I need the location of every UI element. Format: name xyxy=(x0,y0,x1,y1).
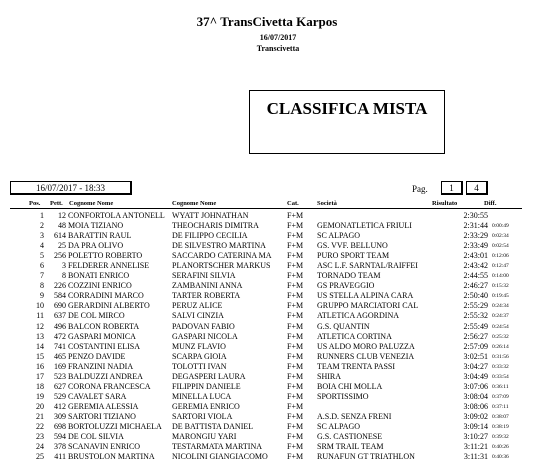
table-row xyxy=(0,332,534,342)
cell-society: ATLETICA AGORDINA xyxy=(317,311,399,321)
cell-bib: 412 xyxy=(54,401,66,411)
cell-surname: GEREMIA ALESSIA xyxy=(68,401,139,411)
cell-society: PURO SPORT TEAM xyxy=(317,251,390,261)
cell-diff: 0:24:54 xyxy=(492,323,509,330)
cell-pos: 2 xyxy=(40,221,44,231)
cell-pos: 22 xyxy=(36,421,44,431)
cell-name: FILIPPIN DANIELE xyxy=(172,381,241,391)
cell-diff: 0:37:09 xyxy=(492,393,509,400)
cell-result: 2:31:44 xyxy=(463,221,488,231)
cell-result: 2:55:29 xyxy=(463,301,488,311)
cell-pos: 15 xyxy=(36,351,44,361)
cell-bib: 698 xyxy=(54,421,66,431)
cell-result: 2:43:42 xyxy=(463,261,488,271)
cell-diff: 0:19:45 xyxy=(492,293,509,300)
cell-surname: PENZO DAVIDE xyxy=(68,351,126,361)
cell-pos: 8 xyxy=(40,281,44,291)
cell-diff: 0:39:32 xyxy=(492,434,509,441)
cell-diff: 0:33:54 xyxy=(492,373,509,380)
cell-pos: 17 xyxy=(36,371,44,381)
cell-pos: 1 xyxy=(40,211,44,220)
cell-pos: 14 xyxy=(36,341,44,351)
col-header-pos: Pos. xyxy=(29,200,41,207)
cell-society: US STELLA ALPINA CARA xyxy=(317,291,414,301)
cell-society: US ALDO MORO PALUZZA xyxy=(317,341,415,351)
cell-result: 2:57:09 xyxy=(463,341,488,351)
cell-category: F+M xyxy=(287,371,304,381)
cell-result: 3:04:27 xyxy=(463,361,488,371)
cell-society: G.S. CASTIONESE xyxy=(317,432,383,442)
col-header-society: Società xyxy=(317,200,337,207)
cell-diff: 0:12:06 xyxy=(492,253,509,260)
cell-pos: 10 xyxy=(36,301,44,311)
cell-pos: 4 xyxy=(40,241,44,251)
cell-pos: 19 xyxy=(36,391,44,401)
cell-name: MUNZ FLAVIO xyxy=(172,341,226,351)
cell-surname: COSTANTINI ELISA xyxy=(68,341,141,351)
cell-diff: 0:40:26 xyxy=(492,444,509,451)
cell-bib: 496 xyxy=(54,321,66,331)
cell-category: F+M xyxy=(287,452,304,462)
table-row xyxy=(0,281,534,291)
cell-result: 3:09:14 xyxy=(463,421,488,431)
table-row xyxy=(0,382,534,392)
cell-name: PERUZ ALICE xyxy=(172,301,223,311)
cell-diff: 0:38:19 xyxy=(492,423,509,430)
cell-result: 3:11:31 xyxy=(463,452,488,462)
cell-diff: 0:12:47 xyxy=(492,263,509,270)
cell-result: 3:04:49 xyxy=(463,371,488,381)
table-row xyxy=(0,442,534,452)
cell-bib: 25 xyxy=(58,241,66,251)
cell-surname: BONATI ENRICO xyxy=(68,271,130,281)
cell-result: 2:50:40 xyxy=(463,291,488,301)
cell-name: SCARPA GIOIA xyxy=(172,351,227,361)
cell-category: F+M xyxy=(287,401,304,411)
cell-name: MARONGIU YARI xyxy=(172,432,237,442)
cell-pos: 23 xyxy=(36,432,44,442)
cell-bib: 594 xyxy=(54,432,66,442)
cell-surname: DE COL SILVIA xyxy=(68,432,124,442)
cell-surname: MOIA TIZIANO xyxy=(68,221,124,231)
cell-diff: 0:00:49 xyxy=(492,223,509,230)
table-row xyxy=(0,251,534,261)
cell-society: RUNNERS CLUB VENEZIA xyxy=(317,351,415,361)
cell-result: 3:08:06 xyxy=(463,401,488,411)
table-row xyxy=(0,432,534,442)
page-total: 4 xyxy=(466,181,488,195)
cell-name: GEREMIA ENRICO xyxy=(172,401,240,411)
cell-diff: 0:31:56 xyxy=(492,353,509,360)
cell-pos: 7 xyxy=(40,271,44,281)
cell-result: 2:55:49 xyxy=(463,321,488,331)
cell-society: SC ALPAGO xyxy=(317,421,361,431)
table-row xyxy=(0,422,534,432)
cell-category: F+M xyxy=(287,321,304,331)
table-row xyxy=(0,322,534,332)
cell-category: F+M xyxy=(287,442,304,452)
cell-surname: FRANZINI NADIA xyxy=(68,361,134,371)
cell-pos: 20 xyxy=(36,401,44,411)
classifica-title: CLASSIFICA MISTA xyxy=(266,99,428,118)
cell-surname: DA PRA OLIVO xyxy=(68,241,124,251)
cell-diff: 0:15:32 xyxy=(492,283,509,290)
table-row xyxy=(0,301,534,311)
cell-result: 3:02:51 xyxy=(463,351,488,361)
cell-name: SALVI CINZIA xyxy=(172,311,224,321)
cell-result: 2:33:49 xyxy=(463,241,488,251)
cell-name: PLANORTSCHER MARKUS xyxy=(172,261,271,271)
col-header-surname: Cognome Nome xyxy=(69,200,114,207)
cell-name: TARTER ROBERTA xyxy=(172,291,241,301)
cell-society: GEMONATLETICA FRIULI xyxy=(317,221,412,231)
cell-surname: CONFORTOLA ANTONELL xyxy=(68,211,165,220)
page-current: 1 xyxy=(441,181,463,195)
cell-diff: 0:02:54 xyxy=(492,243,509,250)
cell-name: DE BATTISTA DANIEL xyxy=(172,421,254,431)
cell-surname: POLETTO ROBERTO xyxy=(68,251,143,261)
cell-society: SPORTISSIMO xyxy=(317,391,369,401)
cell-category: F+M xyxy=(287,301,304,311)
cell-surname: COZZINI ENRICO xyxy=(68,281,132,291)
cell-pos: 6 xyxy=(40,261,44,271)
cell-result: 2:56:27 xyxy=(463,331,488,341)
cell-diff: 0:38:07 xyxy=(492,413,509,420)
cell-category: F+M xyxy=(287,391,304,401)
cell-result: 3:09:02 xyxy=(463,411,488,421)
table-row xyxy=(0,211,534,221)
cell-bib: 627 xyxy=(54,381,66,391)
cell-bib: 48 xyxy=(58,221,66,231)
cell-diff: 0:24:34 xyxy=(492,303,509,310)
cell-pos: 21 xyxy=(36,411,44,421)
race-event: Transcivetta xyxy=(256,44,300,53)
cell-name: DE SILVESTRO MARTINA xyxy=(172,241,266,251)
cell-society: RUNAFUN GT TRIATHLON xyxy=(317,452,415,462)
table-row xyxy=(0,271,534,281)
cell-surname: GERARDINI ALBERTO xyxy=(68,301,150,311)
table-row xyxy=(0,402,534,412)
cell-society: A.S.D. SENZA FRENI xyxy=(317,411,392,421)
cell-surname: CAVALET SARA xyxy=(68,391,127,401)
cell-society: G.S. QUANTIN xyxy=(317,321,370,331)
cell-category: F+M xyxy=(287,381,304,391)
cell-bib: 8 xyxy=(62,271,66,281)
cell-society: GS. VVF. BELLUNO xyxy=(317,241,388,251)
cell-category: F+M xyxy=(287,271,304,281)
table-row xyxy=(0,231,534,241)
cell-name: PADOVAN FABIO xyxy=(172,321,235,331)
page-label: Pag. xyxy=(412,184,428,194)
table-row xyxy=(0,412,534,422)
cell-name: DEGASPERI LAURA xyxy=(172,371,246,381)
cell-surname: GASPARI MONICA xyxy=(68,331,136,341)
cell-diff: 0:14:00 xyxy=(492,273,509,280)
cell-category: F+M xyxy=(287,411,304,421)
cell-result: 3:10:27 xyxy=(463,432,488,442)
cell-bib: 584 xyxy=(54,291,66,301)
cell-category: F+M xyxy=(287,241,304,251)
print-datetime: 16/07/2017 - 18:33 xyxy=(10,181,132,195)
cell-result: 2:46:27 xyxy=(463,281,488,291)
cell-name: TESTARMATA MARTINA xyxy=(172,442,263,452)
cell-bib: 523 xyxy=(54,371,66,381)
cell-pos: 13 xyxy=(36,331,44,341)
cell-name: GASPARI NICOLA xyxy=(172,331,238,341)
col-header-cat: Cat. xyxy=(287,200,299,207)
cell-bib: 465 xyxy=(54,351,66,361)
race-title: 37^ TransCivetta Karpos xyxy=(196,14,338,29)
results-table xyxy=(0,211,534,462)
cell-result: 2:55:32 xyxy=(463,311,488,321)
cell-result: 2:33:29 xyxy=(463,231,488,241)
cell-name: DE FILIPPO CECILIA xyxy=(172,231,248,241)
cell-result: 3:07:06 xyxy=(463,381,488,391)
cell-bib: 169 xyxy=(54,361,66,371)
cell-category: F+M xyxy=(287,331,304,341)
cell-diff: 0:02:34 xyxy=(492,233,509,240)
cell-pos: 12 xyxy=(36,321,44,331)
cell-result: 2:44:55 xyxy=(463,271,488,281)
cell-surname: BORTOLUZZI MICHAELA xyxy=(68,421,162,431)
table-row xyxy=(0,261,534,271)
col-header-result: Risultato xyxy=(432,200,458,207)
cell-name: SERAFINI SILVIA xyxy=(172,271,236,281)
cell-society: TORNADO TEAM xyxy=(317,271,381,281)
cell-surname: BALCON ROBERTA xyxy=(68,321,140,331)
col-header-name: Cognome Nome xyxy=(172,200,217,207)
cell-surname: SARTORI TIZIANO xyxy=(68,411,136,421)
cell-surname: FELDERER ANNELISE xyxy=(68,261,150,271)
cell-diff: 0:26:14 xyxy=(492,343,509,350)
table-row xyxy=(0,311,534,321)
cell-category: F+M xyxy=(287,311,304,321)
cell-category: F+M xyxy=(287,231,304,241)
table-row xyxy=(0,291,534,301)
cell-diff: 0:37:11 xyxy=(492,403,509,410)
cell-society: GS PRAVEGGIO xyxy=(317,281,375,291)
table-row xyxy=(0,352,534,362)
cell-result: 3:08:04 xyxy=(463,391,488,401)
cell-bib: 309 xyxy=(54,411,66,421)
cell-pos: 24 xyxy=(36,442,44,452)
cell-pos: 25 xyxy=(36,452,44,462)
cell-surname: BRUSTOLON MARTINA xyxy=(68,452,155,462)
cell-society: SC ALPAGO xyxy=(317,231,361,241)
cell-name: SARTORI VIOLA xyxy=(172,411,233,421)
classifica-title-box xyxy=(249,90,445,154)
table-row xyxy=(0,221,534,231)
cell-category: F+M xyxy=(287,221,304,231)
cell-bib: 3 xyxy=(62,261,66,271)
cell-surname: DE COL MIRCO xyxy=(68,311,125,321)
col-header-bib: Pett. xyxy=(50,200,63,207)
cell-category: F+M xyxy=(287,281,304,291)
cell-bib: 256 xyxy=(54,251,66,261)
table-row xyxy=(0,342,534,352)
cell-name: SACCARDO CATERINA MA xyxy=(172,251,272,261)
cell-pos: 18 xyxy=(36,381,44,391)
cell-society: GRUPPO MARCIATORI CAL xyxy=(317,301,419,311)
cell-bib: 226 xyxy=(54,281,66,291)
cell-diff: 0:40:36 xyxy=(492,454,509,461)
cell-name: NICOLINI GIANGIACOMO xyxy=(172,452,268,462)
cell-diff: 0:24:37 xyxy=(492,313,509,320)
cell-surname: BARATTIN RAUL xyxy=(68,231,132,241)
cell-category: F+M xyxy=(287,261,304,271)
race-date: 16/07/2017 xyxy=(259,33,297,42)
cell-category: F+M xyxy=(287,351,304,361)
cell-pos: 5 xyxy=(40,251,44,261)
cell-category: F+M xyxy=(287,421,304,431)
cell-society: SRM TRAIL TEAM xyxy=(317,442,384,452)
cell-surname: SCANAVIN ENRICO xyxy=(68,442,141,452)
cell-category: F+M xyxy=(287,341,304,351)
cell-society: TEAM TRENTA PASSI xyxy=(317,361,396,371)
cell-result: 2:30:55 xyxy=(463,211,488,220)
table-row xyxy=(0,392,534,402)
cell-diff: 0:33:32 xyxy=(492,363,509,370)
cell-bib: 637 xyxy=(54,311,66,321)
cell-pos: 9 xyxy=(40,291,44,301)
table-row xyxy=(0,372,534,382)
cell-category: F+M xyxy=(287,251,304,261)
table-row xyxy=(0,452,534,462)
cell-name: THEOCHARIS DIMITRA xyxy=(172,221,259,231)
cell-society: BOIA CHI MOLLA xyxy=(317,381,383,391)
cell-society: ATLETICA CORTINA xyxy=(317,331,392,341)
col-header-diff: Diff. xyxy=(484,200,497,207)
cell-surname: CORONA FRANCESCA xyxy=(68,381,151,391)
cell-result: 2:43:01 xyxy=(463,251,488,261)
cell-diff: 0:36:11 xyxy=(492,383,509,390)
cell-pos: 11 xyxy=(36,311,44,321)
header-divider xyxy=(10,208,522,209)
cell-category: F+M xyxy=(287,211,304,220)
cell-bib: 690 xyxy=(54,301,66,311)
cell-bib: 741 xyxy=(54,341,66,351)
cell-pos: 16 xyxy=(36,361,44,371)
cell-surname: CORRADINI MARCO xyxy=(68,291,144,301)
cell-bib: 12 xyxy=(58,211,66,220)
cell-category: F+M xyxy=(287,432,304,442)
cell-category: F+M xyxy=(287,291,304,301)
cell-bib: 378 xyxy=(54,442,66,452)
cell-category: F+M xyxy=(287,361,304,371)
cell-surname: BALDUZZI ANDREA xyxy=(68,371,143,381)
cell-bib: 472 xyxy=(54,331,66,341)
cell-pos: 3 xyxy=(40,231,44,241)
cell-bib: 614 xyxy=(54,231,66,241)
cell-result: 3:11:21 xyxy=(463,442,488,452)
cell-bib: 529 xyxy=(54,391,66,401)
table-row xyxy=(0,241,534,251)
cell-diff: 0:25:32 xyxy=(492,333,509,340)
cell-name: ZAMBANINI ANNA xyxy=(172,281,243,291)
cell-name: MINELLA LUCA xyxy=(172,391,232,401)
cell-society: SHIRA xyxy=(317,371,342,381)
cell-society: ASC L.F. SARNTAL/RAIFFEI xyxy=(317,261,418,271)
cell-name: WYATT JOHNATHAN xyxy=(172,211,249,220)
table-row xyxy=(0,362,534,372)
cell-name: TOLOTTI IVAN xyxy=(172,361,227,371)
cell-bib: 411 xyxy=(54,452,66,462)
